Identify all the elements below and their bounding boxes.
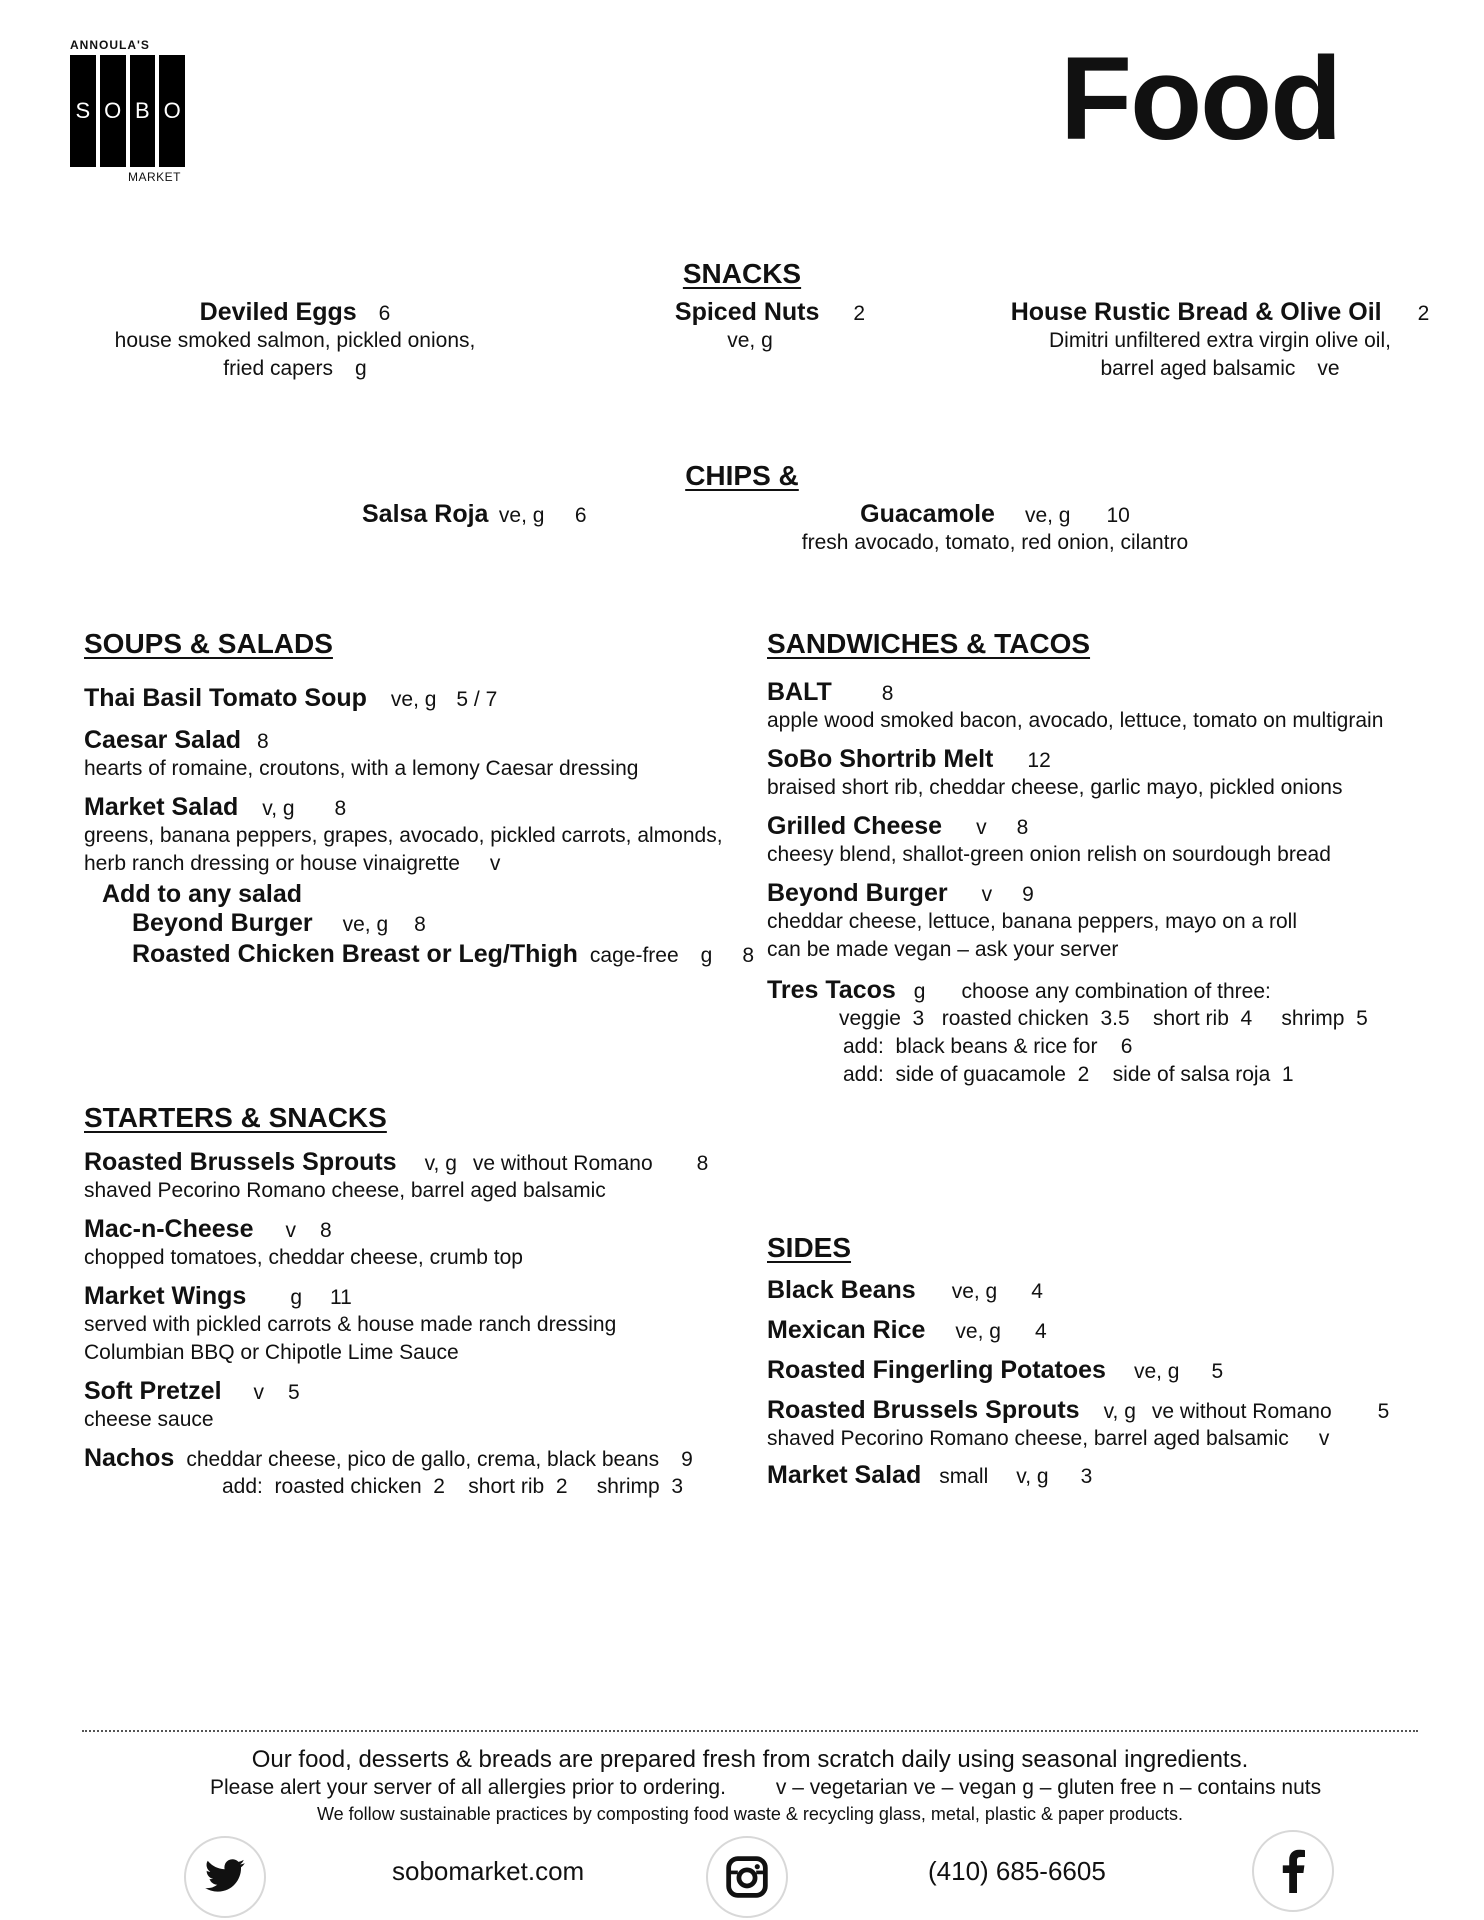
item-description: shaved Pecorino Romano cheese, barrel aged balsamic [767,1427,1289,1450]
item-tag: v, g [1016,1465,1049,1488]
item-description: fried capers [223,357,334,380]
item-description: shaved Pecorino Romano cheese, barrel aged balsamic [84,1179,606,1202]
item-price: 5 [1377,1400,1390,1423]
item-description: can be made vegan – ask your server [767,938,1119,961]
item-tag: ve, g [498,504,545,527]
item-price: 8 [414,913,426,936]
item-price: 5 / 7 [456,688,498,711]
soups-salads-heading: SOUPS & SALADS [84,628,333,659]
item-tag: v [976,816,987,839]
item-price: 9 [1022,883,1034,906]
tacos-add-on: add: black beans & rice for 6 [843,1035,1133,1058]
item-price: 12 [1027,749,1051,772]
item-description: Columbian BBQ or Chipotle Lime Sauce [84,1341,459,1364]
item-name: Market Salad [767,1461,922,1489]
soups-salads-section [84,684,755,969]
item-tag: ve, g [390,688,437,711]
item-price: 11 [330,1286,352,1309]
item-name: Mexican Rice [767,1316,926,1344]
item-tag: ve, g [342,913,389,936]
item-tag: ve, g [1024,504,1071,527]
item-name: Roasted Brussels Sprouts [84,1148,397,1176]
item-tag: g [290,1286,302,1309]
logo-letter: O [159,55,185,167]
item-name: Roasted Fingerling Potatoes [767,1356,1106,1384]
item-tag: v [489,852,501,875]
nachos-add-on: add: roasted chicken 2 short rib 2 shrimp 3 [222,1475,684,1498]
item-price: 5 [288,1381,300,1404]
item-tag: v, g [424,1152,457,1175]
item-price: 9 [681,1448,693,1471]
item-name: Market Salad [84,793,239,821]
item-price: 10 [1106,504,1130,527]
diet-legend: v – vegetarian ve – vegan g – gluten free n – contains nuts [775,1776,1322,1799]
item-tag: ve [1317,357,1340,380]
item-description: served with pickled carrots & house made ranch dressing [84,1313,617,1336]
item-note: small [939,1465,989,1488]
menu-item-spiced-nuts [640,298,866,355]
item-price: 5 [1211,1360,1224,1383]
item-name: Nachos [84,1444,175,1472]
item-note: ve without Romano [1151,1400,1332,1423]
item-note: ve without Romano [472,1152,653,1175]
item-description: greens, banana peppers, grapes, avocado, pickled carrots, almonds, [84,824,723,847]
item-description: hearts of romaine, croutons, with a lemony Caesar dressing [84,757,639,780]
item-tag: v [285,1219,296,1242]
item-name: Beyond Burger [132,909,313,937]
logo-bottom-text: MARKET [128,170,182,184]
item-name: Mac-n-Cheese [84,1215,254,1243]
item-name: Soft Pretzel [84,1377,222,1405]
menu-item-rustic-bread [1000,298,1440,383]
item-tag: v [253,1381,265,1404]
logo [70,55,185,167]
item-price: 8 [742,944,755,967]
item-tag: ve, g [951,1280,998,1303]
item-price: 8 [696,1152,709,1175]
menu-item-salsa-roja [362,500,587,529]
item-price: 4 [1034,1320,1047,1343]
sustainability-note: We follow sustainable practices by composting food waste & recycling glass, metal, plastic & paper products. [316,1804,1184,1824]
twitter-icon[interactable] [184,1836,266,1918]
instagram-icon[interactable] [706,1836,788,1918]
snacks-heading: SNACKS [682,258,802,289]
item-price: 4 [1031,1280,1043,1303]
item-price: 8 [257,730,269,753]
sides-section [767,1276,1427,1490]
item-tag: v, g [262,797,295,820]
footer-note: Our food, desserts & breads are prepared fresh from scratch daily using seasonal ingredients. [251,1746,1249,1773]
item-description: barrel aged balsamic [1100,357,1296,380]
sandwiches-tacos-section [767,678,1427,1089]
item-tag: ve, g [727,329,773,352]
item-description: herb ranch dressing or house vinaigrette [84,852,460,875]
item-name: Beyond Burger [767,879,948,907]
item-tag: g [700,944,713,967]
item-name: Deviled Eggs [199,298,357,326]
item-tag: g [913,980,926,1003]
item-description: chopped tomatoes, cheddar cheese, crumb top [84,1246,523,1269]
item-name: Black Beans [767,1276,916,1304]
item-description: braised short rib, cheddar cheese, garlic mayo, pickled onions [767,776,1343,799]
add-to-salad-heading: Add to any salad [102,880,303,908]
menu-item-guacamole [800,500,1190,557]
item-price: 8 [881,682,894,705]
item-description: cheesy blend, shallot-green onion relish on sourdough bread [767,843,1331,866]
item-name: Roasted Chicken Breast or Leg/Thigh [132,940,578,968]
menu-item-deviled-eggs [90,298,500,383]
footer-divider [82,1730,1418,1732]
item-description: house smoked salmon, pickled onions, [114,329,476,352]
item-description: Dimitri unfiltered extra virgin olive oil, [1049,329,1391,352]
item-name: Guacamole [860,500,995,528]
item-tag: ve, g [955,1320,1001,1343]
item-tag: g [355,357,367,380]
sandwiches-tacos-heading: SANDWICHES & TACOS [767,628,1091,659]
item-name: House Rustic Bread & Olive Oil [1010,298,1382,326]
item-tag: v [981,883,993,906]
item-name: Grilled Cheese [767,812,943,840]
website-link[interactable]: sobomarket.com [392,1856,585,1886]
logo-letter: B [130,55,156,167]
item-name: SoBo Shortrib Melt [767,745,994,773]
logo-top-text: ANNOULA'S [70,38,150,52]
item-name: Market Wings [84,1282,247,1310]
phone-number[interactable]: (410) 685-6605 [928,1856,1106,1886]
item-description: apple wood smoked bacon, avocado, lettuce, tomato on multigrain [767,709,1384,732]
item-price: 6 [574,504,587,527]
item-name: BALT [767,678,832,706]
tacos-add-on: add: side of guacamole 2 side of salsa roja 1 [843,1063,1294,1086]
item-description: fresh avocado, tomato, red onion, cilantro [801,531,1189,554]
item-note: choose any combination of three: [961,980,1271,1003]
facebook-icon[interactable] [1252,1830,1334,1912]
item-tag: ve, g [1133,1360,1180,1383]
item-name: Salsa Roja [362,500,489,528]
chips-heading: CHIPS & [685,460,799,491]
item-price: 8 [334,797,347,820]
allergy-note [210,1776,1321,1800]
item-name: Caesar Salad [84,726,242,754]
allergy-text: Please alert your server of all allergies prior to ordering. [210,1776,726,1799]
logo-letter: S [70,55,96,167]
item-price: 3 [1080,1465,1093,1488]
item-note: cage-free [589,944,679,967]
item-description: cheddar cheese, lettuce, banana peppers, mayo on a roll [767,910,1298,933]
tacos-options: veggie 3 roasted chicken 3.5 short rib 4 shrimp 5 [839,1007,1368,1030]
item-price: 8 [320,1219,332,1242]
item-price: 6 [378,302,391,325]
sides-heading: SIDES [767,1232,852,1263]
item-name: Spiced Nuts [674,298,820,326]
item-price: 8 [1016,816,1029,839]
starters-snacks-section [84,1148,724,1501]
item-tag: v, g [1103,1400,1136,1423]
logo-letter: O [100,55,126,167]
item-description: cheese sauce [84,1408,214,1431]
item-price: 2 [853,302,866,325]
item-name: Thai Basil Tomato Soup [84,684,367,712]
item-name: Roasted Brussels Sprouts [767,1396,1080,1424]
item-price: 2 [1417,302,1430,325]
item-description: cheddar cheese, pico de gallo, crema, black beans [186,1448,660,1471]
item-tag: v [1318,1427,1330,1450]
item-name: Tres Tacos [767,976,896,1004]
starters-snacks-heading: STARTERS & SNACKS [84,1102,387,1133]
page-title: Food [1060,33,1341,165]
